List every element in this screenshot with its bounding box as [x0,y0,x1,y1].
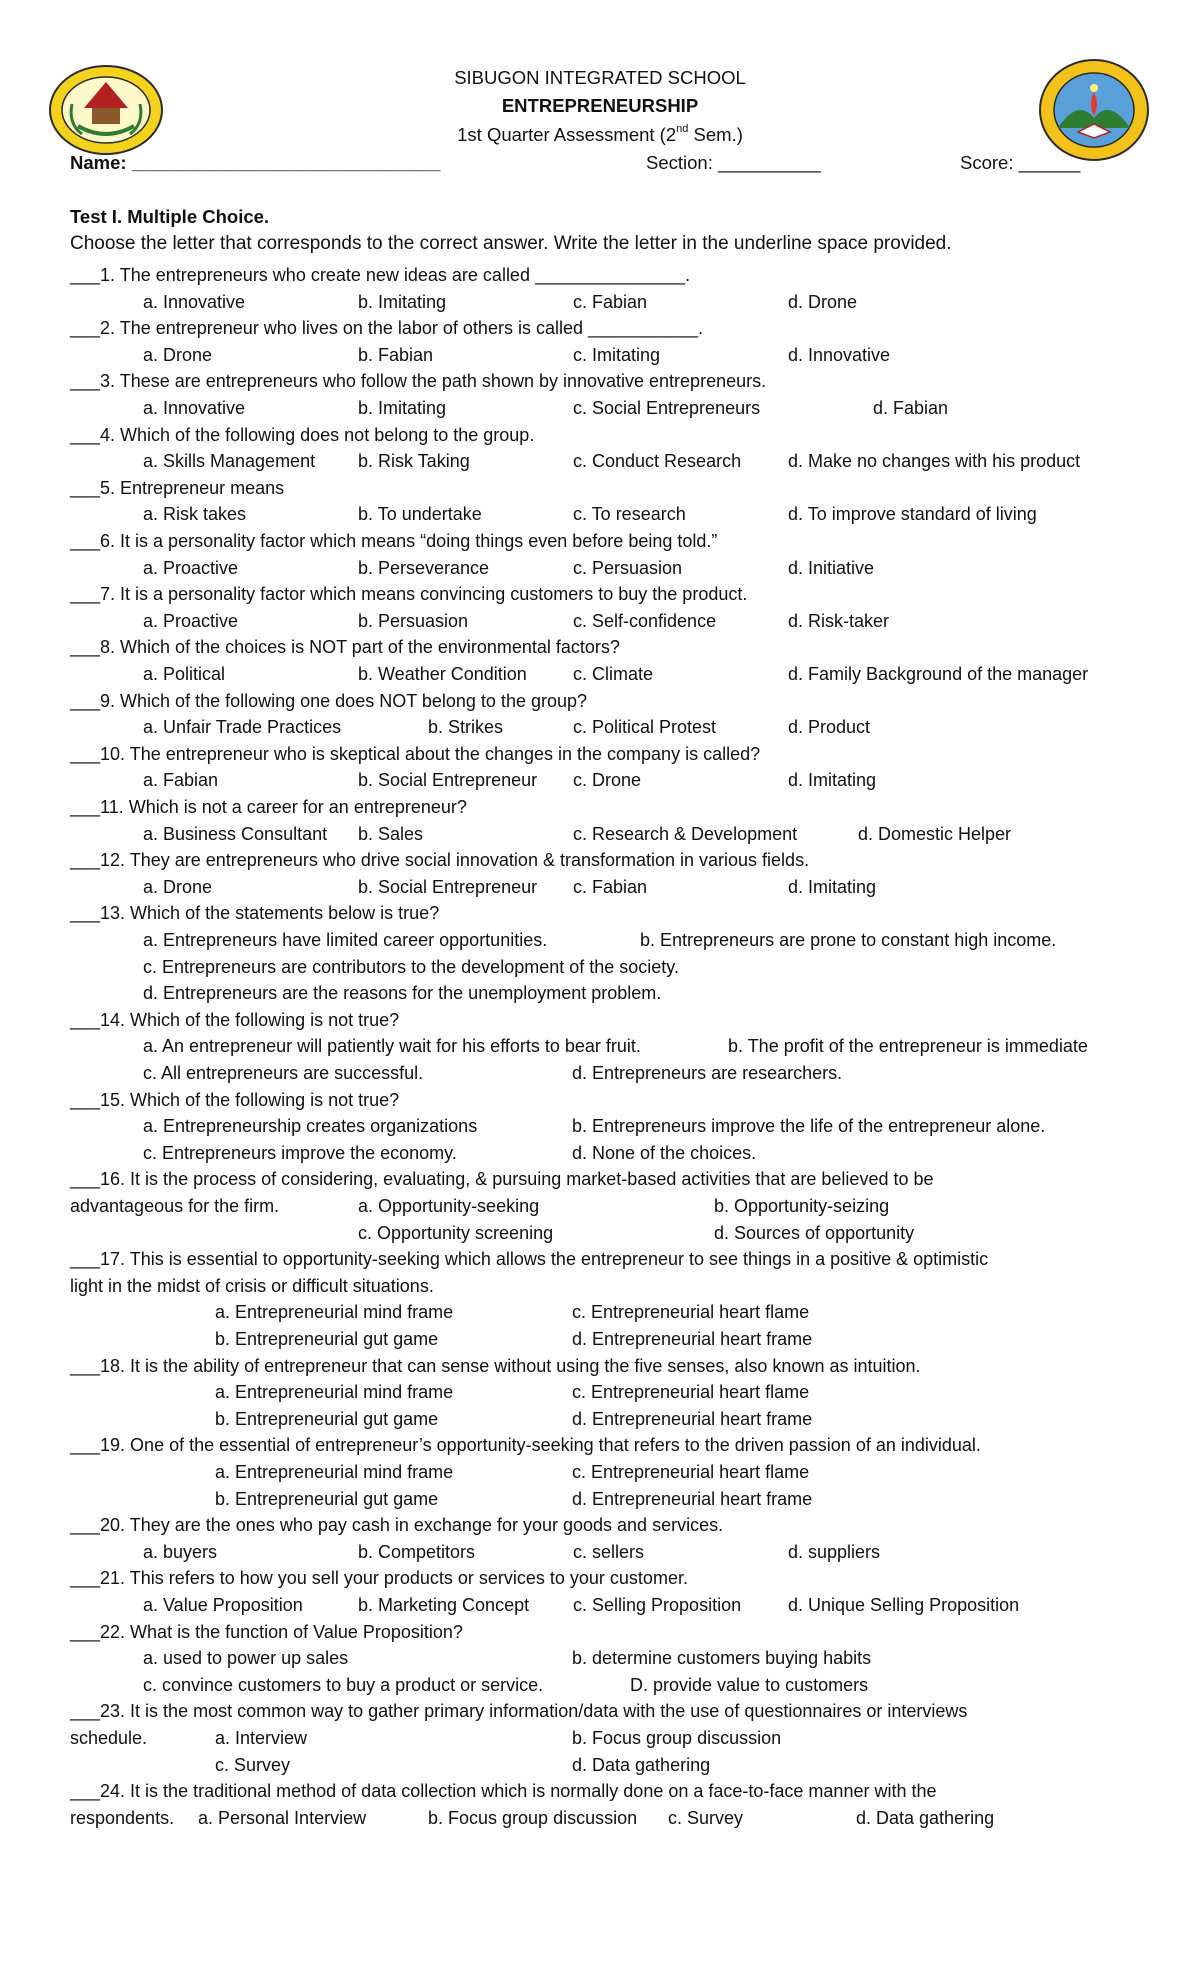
question-stem: ___21. This refers to how you sell your products or services to your customer. [70,1568,688,1589]
option-a: a. Unfair Trade Practices [143,717,342,738]
option-d: d. Innovative [788,344,891,365]
student-info-row [70,149,1160,176]
option-c: c. Fabian [573,876,648,897]
option-c: c. Entrepreneurial heart flame [572,1382,810,1403]
option-c: c. Political Protest [573,717,717,738]
question-stem: ___16. It is the process of considering, evaluating, & pursuing market-based activities that are believed to be [70,1169,934,1190]
question-stem: ___5. Entrepreneur means [70,477,285,498]
option-a: a. Political [143,664,226,684]
question-stem-cont: respondents. [70,1807,175,1828]
option-c: c. Entrepreneurs improve the economy. [143,1142,457,1163]
option-c: c. Opportunity screening [358,1222,554,1243]
question-stem: ___18. It is the ability of entrepreneur that can sense without using the five senses, also known as intuition. [70,1355,921,1376]
option-c: c. Fabian [573,291,648,312]
question-stem-cont: advantageous for the firm. [70,1196,280,1216]
option-a: a. Opportunity-seeking [358,1196,540,1216]
option-c: c. Climate [573,664,654,684]
question-stem: ___4. Which of the following does not belong to the group. [70,424,535,445]
question-stem-cont: light in the midst of crisis or difficult situations. [70,1275,434,1296]
question-stem: ___6. It is a personality factor which means “doing things even before being told.” [70,531,718,551]
question-stem: ___2. The entrepreneur who lives on the labor of others is called ___________. [70,318,704,339]
option-c: c. Imitating [573,344,661,365]
option-b: b. Entrepreneurial gut game [215,1408,439,1429]
option-a: a. Innovative [143,291,246,312]
question-stem: ___3. These are entrepreneurs who follow the path shown by innovative entrepreneurs. [70,371,767,392]
option-c: c. Drone [573,770,642,791]
option-b: b. Weather Condition [358,664,527,684]
option-a: a. Drone [143,344,213,365]
option-c: c. Social Entrepreneurs [573,398,761,418]
option-b: b. Risk Taking [358,451,470,472]
option-a: a. An entrepreneur will patiently wait for his efforts to bear fruit. [143,1036,641,1057]
option-b: b. The profit of the entrepreneur is immediate [728,1036,1088,1057]
option-a: a. Business Consultant [143,823,328,844]
option-d: d. To improve standard of living [788,504,1037,525]
option-a: a. Fabian [143,770,219,791]
option-b: b. Entrepreneurs are prone to constant high income. [640,930,1057,950]
option-d: d. Sources of opportunity [714,1222,915,1243]
option-d: d. Family Background of the manager [788,664,1089,684]
option-a: a. used to power up sales [143,1648,349,1669]
question-stem: ___9. Which of the following one does NOT belong to the group? [70,690,588,711]
option-d: d. Entrepreneurial heart frame [572,1408,813,1429]
option-b: b. Focus group discussion [572,1728,782,1748]
option-a: a. Entrepreneurial mind frame [215,1462,454,1482]
option-d: d. Data gathering [572,1754,711,1775]
option-a: a. Drone [143,876,213,897]
option-b: b. To undertake [358,504,482,525]
option-a: a. Entrepreneurial mind frame [215,1302,454,1323]
school-name: SIBUGON INTEGRATED SCHOOL [454,67,746,88]
question-stem: ___15. Which of the following is not true? [70,1089,400,1110]
option-b: b. Marketing Concept [358,1595,530,1615]
option-b: b. Social Entrepreneur [358,770,538,791]
option-b: b. Opportunity-seizing [714,1196,890,1216]
option-b: b. Fabian [358,344,434,365]
option-a: a. Proactive [143,610,239,631]
option-d: d. Domestic Helper [858,823,1012,844]
option-a: a. buyers [143,1541,218,1562]
subject-title: ENTREPRENEURSHIP [501,95,699,116]
option-c: c. convince customers to buy a product or service. [143,1674,544,1695]
option-a: a. Entrepreneurship creates organizations [143,1116,478,1137]
question-stem: ___14. Which of the following is not true? [70,1009,400,1030]
test-instructions: Choose the letter that corresponds to the correct answer. Write the letter in the underline space provided. [70,233,952,254]
option-b: b. Strikes [428,717,504,738]
question-stem: ___7. It is a personality factor which means convincing customers to buy the product. [70,584,748,605]
option-d: d. Entrepreneurs are the reasons for the unemployment problem. [143,983,662,1004]
option-d: d. None of the choices. [572,1142,757,1163]
option-b: b. Entrepreneurial gut game [215,1329,439,1349]
option-b: b. Imitating [358,291,447,312]
option-c: c. Entrepreneurial heart flame [572,1302,810,1323]
option-c: c. Entrepreneurs are contributors to the development of the society. [143,956,679,977]
option-d: d. Risk-taker [788,610,890,631]
score-field[interactable]: Score: ______ [960,152,1081,173]
option-a: a. Entrepreneurial mind frame [215,1382,454,1403]
option-b: b. Competitors [358,1541,476,1562]
option-b: b. Social Entrepreneur [358,876,538,897]
option-d: d. Fabian [873,398,949,418]
option-c: c. Conduct Research [573,451,742,472]
option-b: b. Sales [358,823,424,844]
option-d: d. Make no changes with his product [788,451,1081,472]
option-b: b. Entrepreneurs improve the life of the entrepreneur alone. [572,1116,1046,1137]
question-stem: ___8. Which of the choices is NOT part of the environmental factors? [70,637,620,658]
option-a: a. Skills Management [143,451,316,472]
question-stem: ___19. One of the essential of entrepreneur’s opportunity-seeking that refers to the driven passion of an individual. [70,1435,981,1456]
option-d: d. Initiative [788,557,875,578]
question-stem: ___24. It is the traditional method of data collection which is normally done on a face-to-face manner with the [70,1781,937,1802]
option-d: d. Entrepreneurial heart frame [572,1329,813,1349]
question-stem: ___23. It is the most common way to gather primary information/data with the use of questionnaires or interviews [70,1701,968,1722]
question-stem: ___13. Which of the statements below is true? [70,903,440,924]
option-c: c. Self-confidence [573,610,717,631]
option-c: c. Selling Proposition [573,1595,742,1615]
option-b: b. Persuasion [358,610,469,631]
option-a: a. Risk takes [143,504,247,525]
option-a: a. Value Proposition [143,1595,303,1615]
option-d: d. Entrepreneurial heart frame [572,1488,813,1509]
option-d: d. Product [788,717,871,738]
option-a: a. Proactive [143,557,239,578]
option-a: a. Innovative [143,398,246,418]
section-field[interactable]: Section: __________ [646,152,821,173]
option-b: b. Perseverance [358,557,490,578]
question-stem-cont: schedule. [70,1728,148,1748]
option-d: d. Data gathering [856,1807,995,1828]
question-stem: ___10. The entrepreneur who is skeptical about the changes in the company is called? [70,743,761,764]
option-c: c. Survey [668,1807,744,1828]
option-a: a. Personal Interview [198,1807,367,1828]
assessment-title: 1st Quarter Assessment (2nd Sem.) [457,123,743,145]
question-stem: ___22. What is the function of Value Proposition? [70,1621,463,1642]
option-d: d. Unique Selling Proposition [788,1595,1020,1615]
option-c: c. Entrepreneurial heart flame [572,1462,810,1482]
option-c: c. Research & Development [573,823,798,844]
name-field[interactable]: Name: ______________________________ [70,152,441,173]
option-c: c. sellers [573,1541,645,1562]
option-b: b. Imitating [358,398,447,418]
option-d: d. suppliers [788,1541,881,1562]
option-b: b. Focus group discussion [428,1807,638,1828]
option-d: D. provide value to customers [630,1674,869,1695]
option-c: c. Persuasion [573,557,683,578]
test-title: Test I. Multiple Choice. [70,206,270,227]
option-d: d. Imitating [788,876,877,897]
question-stem: ___1. The entrepreneurs who create new ideas are called _______________. [70,265,691,285]
question-stem: ___17. This is essential to opportunity-seeking which allows the entrepreneur to see things in a positive & optimistic [70,1249,989,1270]
option-d: d. Imitating [788,770,877,791]
option-a: a. Interview [215,1728,308,1748]
option-b: b. determine customers buying habits [572,1648,872,1669]
option-d: d. Drone [788,291,858,312]
option-c: c. Survey [215,1754,291,1775]
option-c: c. To research [573,504,686,525]
option-d: d. Entrepreneurs are researchers. [572,1063,843,1083]
option-a: a. Entrepreneurs have limited career opportunities. [143,930,548,950]
option-c: c. All entrepreneurs are successful. [143,1063,424,1083]
option-b: b. Entrepreneurial gut game [215,1488,439,1509]
question-stem: ___11. Which is not a career for an entrepreneur? [70,797,467,817]
question-stem: ___20. They are the ones who pay cash in exchange for your goods and services. [70,1515,724,1536]
question-stem: ___12. They are entrepreneurs who drive social innovation & transformation in various fields. [70,850,810,871]
